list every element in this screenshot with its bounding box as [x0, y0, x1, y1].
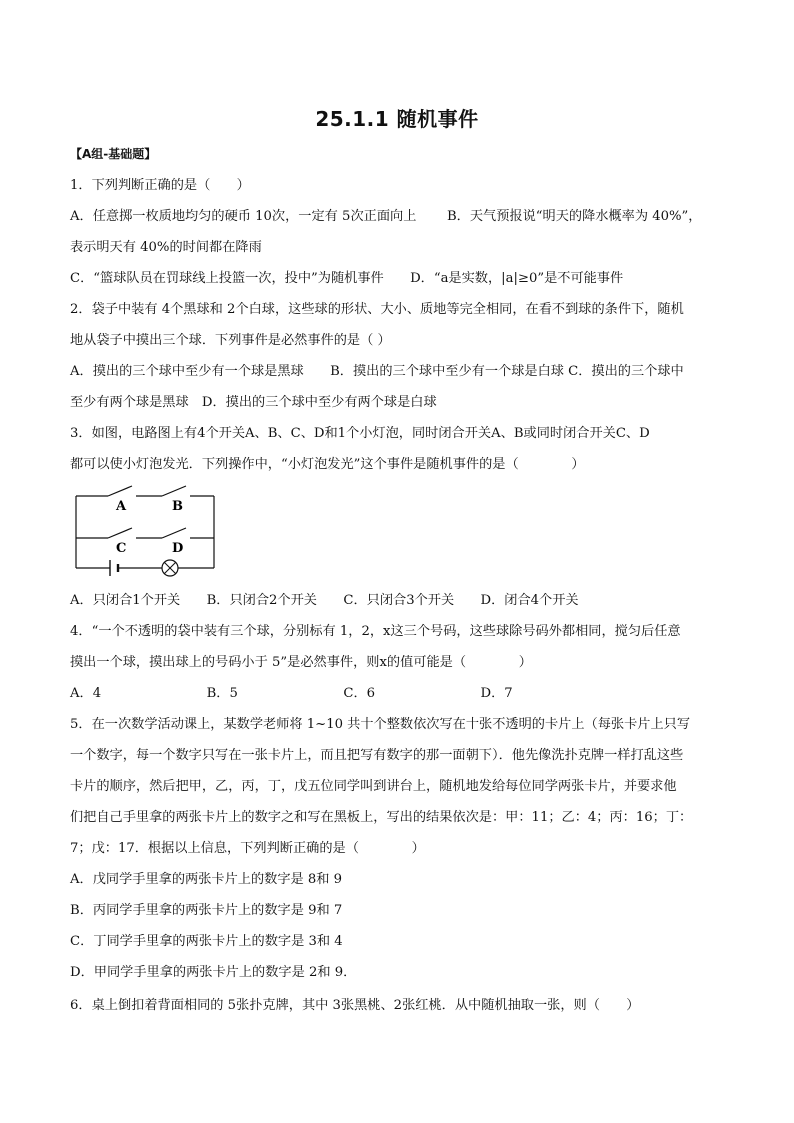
circuit-diagram: [70, 480, 220, 580]
q3-stem: 3．如图，电路图上有4个开关A、B、C、D和1个小灯泡，同时闭合开关A、B或同时闭合开关C、D: [70, 426, 650, 441]
page-title: 25.1.1 随机事件: [315, 107, 479, 131]
q1-option-ab: A．任意掷一枚质地均匀的硬币 10次，一定有 5次正面向上 B．天气预报说“明天的降水概率为 40%”，: [70, 209, 702, 224]
q2-options-cont: 至少有两个球是黑球 D．摸出的三个球中至少有两个球是白球: [70, 395, 437, 410]
q5-stem-2: 一个数字，每一个数字只写在一张卡片上，而且把写有数字的那一面朝下）．他先像洗扑克牌一样打乱这些: [70, 748, 684, 763]
q5-option-c: C．丁同学手里拿的两张卡片上的数字是 3和 4: [70, 934, 343, 949]
q2-stem: 2．袋子中装有 4个黑球和 2个白球，这些球的形状、大小、质地等完全相同，在看不到球的条件下，随机: [70, 302, 684, 317]
q4-stem: 4．“一个不透明的袋中装有三个球，分别标有 1，2，x这三个号码，这些球除号码外都相同，搅匀后任意: [70, 624, 681, 639]
q2-stem-cont: 地从袋子中摸出三个球．下列事件是必然事件的是（ ）: [70, 333, 391, 348]
q6-stem: 6．桌上倒扣着背面相同的 5张扑克牌，其中 3张黑桃、2张红桃．从中随机抽取一张，则（ ）: [70, 998, 640, 1013]
lamp-icon: [162, 560, 178, 576]
q3-options: A．只闭合1个开关 B．只闭合2个开关 C．只闭合3个开关 D．闭合4个开关: [70, 593, 579, 608]
switch-label-d: D: [172, 541, 184, 556]
q5-stem-5: 7；戊：17．根据以上信息，下列判断正确的是（ ）: [70, 841, 425, 856]
q1-option-cd: C．“篮球队员在罚球线上投篮一次，投中”为随机事件 D．“a是实数，|a|≥0”是不可能事件: [70, 271, 624, 286]
q4-options: A．4 B．5 C．6 D．7: [70, 686, 513, 701]
switch-label-a: A: [116, 499, 127, 514]
q5-option-a: A．戊同学手里拿的两张卡片上的数字是 8和 9: [70, 872, 343, 887]
q5-stem-1: 5．在一次数学活动课上，某数学老师将 1~10 共十个整数依次写在十张不透明的卡片上（每张卡片上只写: [70, 717, 691, 732]
switch-label-c: C: [116, 541, 127, 556]
q3-stem-cont: 都可以使小灯泡发光．下列操作中，“小灯泡发光”这个事件是随机事件的是（ ）: [70, 457, 585, 472]
group-label: 【A组-基础题】: [70, 147, 157, 161]
q5-option-d: D．甲同学手里拿的两张卡片上的数字是 2和 9．: [70, 965, 357, 980]
q5-stem-3: 卡片的顺序，然后把甲，乙，丙，丁，戊五位同学叫到讲台上，随机地发给每位同学两张卡片，并要求他: [70, 779, 677, 794]
q1-stem: 1．下列判断正确的是（ ）: [70, 178, 250, 193]
switch-label-b: B: [172, 499, 183, 514]
q2-options: A．摸出的三个球中至少有一个球是黑球 B．摸出的三个球中至少有一个球是白球 C．摸出的三个球中: [70, 364, 684, 379]
q5-stem-4: 们把自己手里拿的两张卡片上的数字之和写在黑板上，写出的结果依次是：甲：11；乙：4；丙：16；丁：: [70, 810, 693, 825]
q1-option-b-cont: 表示明天有 40%的时间都在降雨: [70, 240, 262, 255]
q4-stem-cont: 摸出一个球，摸出球上的号码小于 5”是必然事件，则x的值可能是（ ）: [70, 655, 532, 670]
q5-option-b: B．丙同学手里拿的两张卡片上的数字是 9和 7: [70, 903, 343, 918]
